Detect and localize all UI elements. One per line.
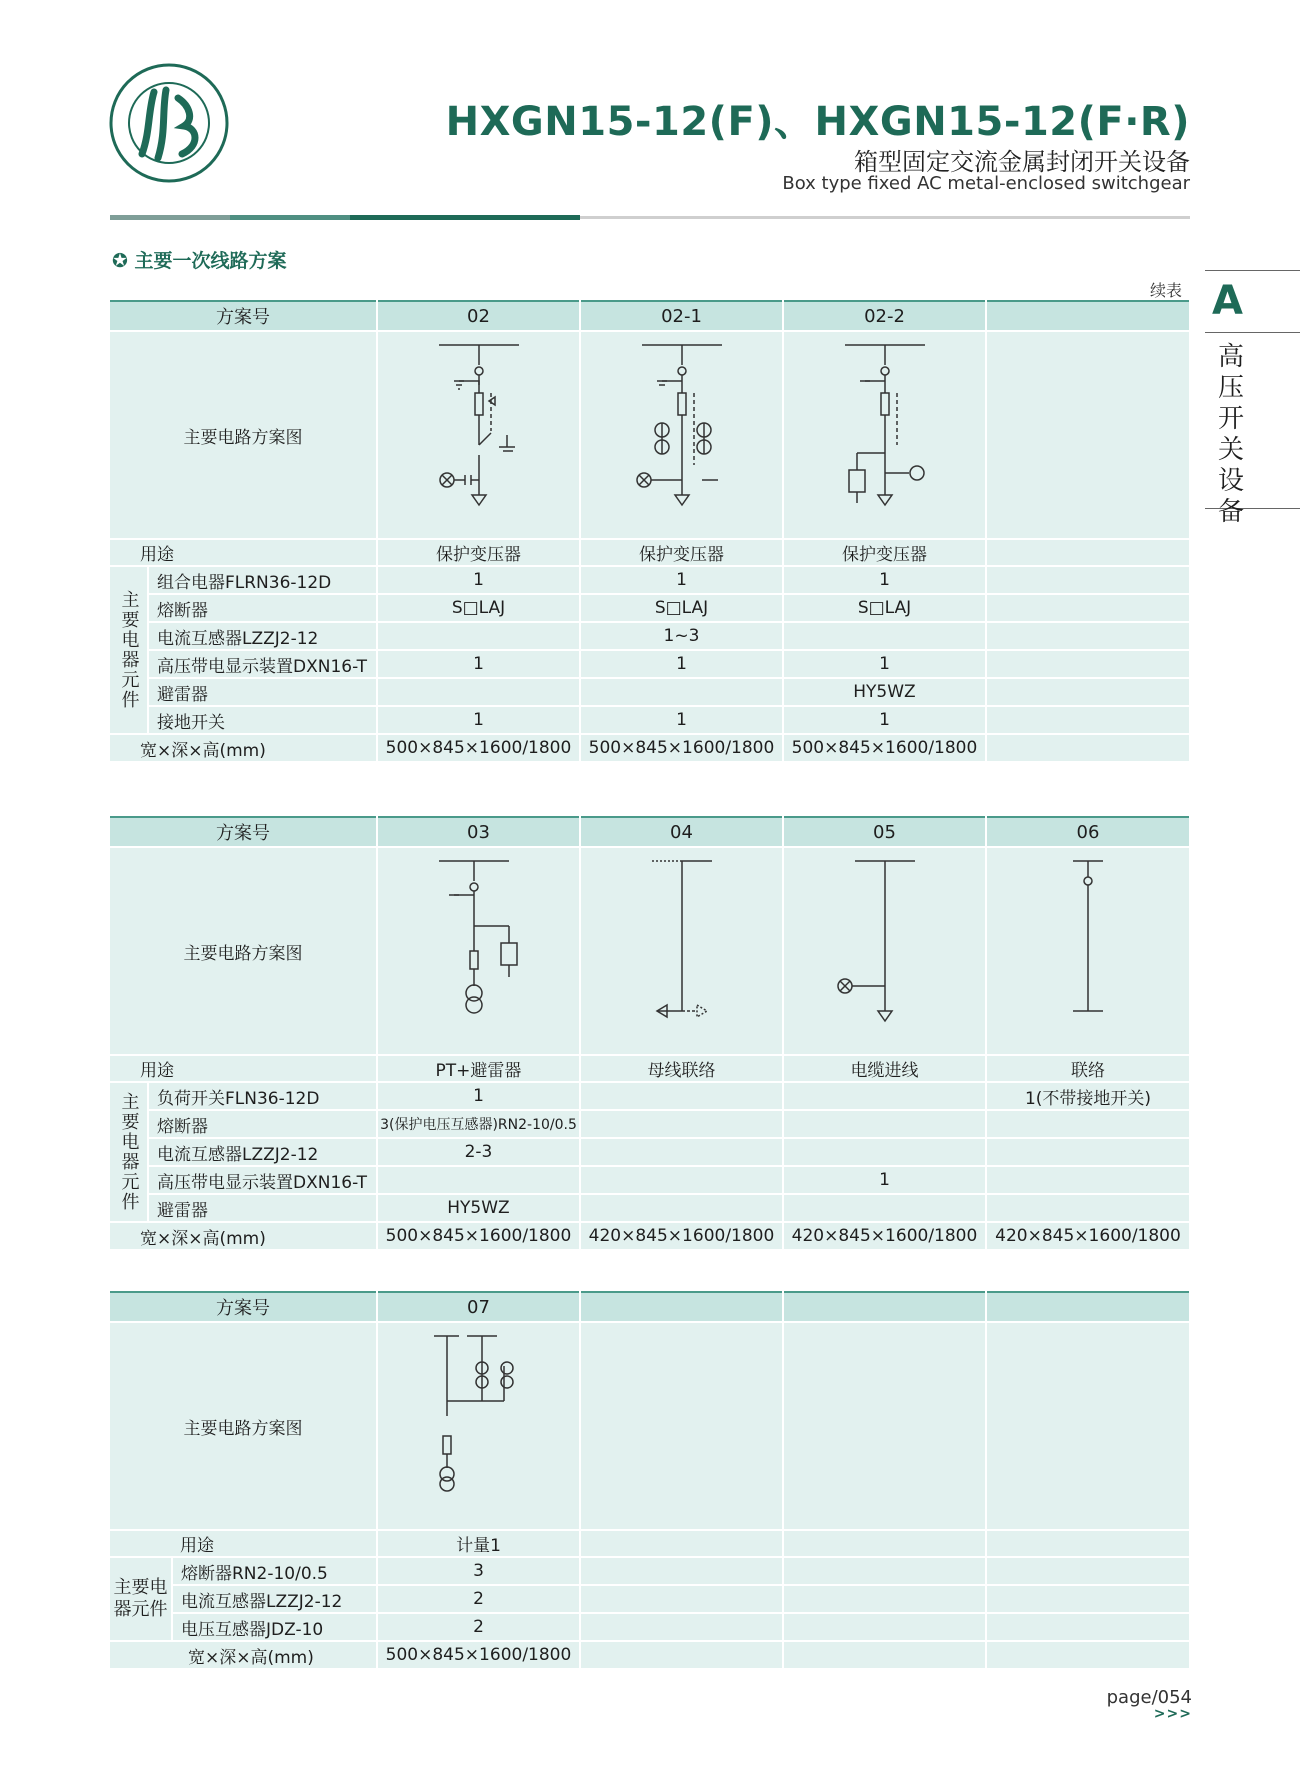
table-cell: 1(不带接地开关)	[986, 1082, 1190, 1110]
table-cell	[783, 1613, 986, 1641]
table-cell: 1	[377, 566, 580, 594]
table-cell	[783, 1082, 986, 1110]
subtitle-chinese: 箱型固定交流金属封闭开关设备	[854, 148, 1190, 176]
dimension-cell	[986, 1641, 1190, 1669]
diagram-label: 主要电路方案图	[110, 331, 377, 539]
table-cell	[377, 678, 580, 706]
scheme-05: 05	[783, 817, 986, 847]
table-cell	[580, 678, 783, 706]
page-title: HXGN15-12(F)、HXGN15-12(F·R)	[445, 99, 1190, 145]
usage-cell: PT+避雷器	[377, 1055, 580, 1082]
row-label: 避雷器	[148, 1194, 377, 1222]
component-group-label: 主要电器元件	[110, 1082, 148, 1222]
usage-cell: 保护变压器	[377, 539, 580, 566]
table-cell: 1	[377, 706, 580, 734]
row-label: 电流互感器LZZJ2-12	[172, 1585, 377, 1613]
table-cell: HY5WZ	[377, 1194, 580, 1222]
table-cell	[783, 1557, 986, 1585]
scheme-empty	[580, 1292, 783, 1322]
scheme-04: 04	[580, 817, 783, 847]
usage-label: 用途	[110, 539, 377, 566]
table-cell	[986, 1166, 1190, 1194]
table-cell: 1	[580, 566, 783, 594]
table-cell	[783, 1585, 986, 1613]
table-cell: 1	[580, 706, 783, 734]
scheme-empty	[986, 1292, 1190, 1322]
table-cell	[986, 1138, 1190, 1166]
usage-label: 用途	[110, 1055, 377, 1082]
table-cell	[580, 1585, 783, 1613]
table-cell: 2-3	[377, 1138, 580, 1166]
dimension-cell: 500×845×1600/1800	[377, 1641, 580, 1669]
table-cell: 3(保护电压互感器)RN2-10/0.5	[377, 1110, 580, 1138]
table-cell	[580, 1557, 783, 1585]
circuit-diagram-03	[377, 847, 580, 1055]
circuit-diagram-empty	[783, 1322, 986, 1530]
scheme-03: 03	[377, 817, 580, 847]
table-cell	[986, 1585, 1190, 1613]
row-label: 熔断器RN2-10/0.5	[172, 1557, 377, 1585]
table-cell: S□LAJ	[783, 594, 986, 622]
dimension-cell	[580, 1641, 783, 1669]
circuit-diagram-02-2	[783, 331, 986, 539]
scheme-empty	[986, 301, 1190, 331]
usage-cell: 联络	[986, 1055, 1190, 1082]
table-cell: 2	[377, 1613, 580, 1641]
table-cell	[986, 1110, 1190, 1138]
circuit-diagram-02-1	[580, 331, 783, 539]
dimension-label: 宽×深×高(mm)	[110, 1641, 377, 1669]
table-cell	[783, 1110, 986, 1138]
side-tab-letter: A	[1212, 278, 1243, 324]
row-label: 避雷器	[148, 678, 377, 706]
table-cell	[986, 622, 1190, 650]
circuit-diagram-empty	[580, 1322, 783, 1530]
row-label: 负荷开关FLN36-12D	[148, 1082, 377, 1110]
section-title: ✪ 主要一次线路方案	[112, 250, 287, 272]
dimension-cell: 500×845×1600/1800	[377, 1222, 580, 1250]
table-cell: 1	[783, 1166, 986, 1194]
usage-cell: 保护变压器	[783, 539, 986, 566]
side-tab-top-line	[1205, 270, 1300, 271]
usage-cell	[783, 1530, 986, 1557]
scheme-table-3	[110, 1291, 1191, 1670]
usage-label: 用途	[110, 1530, 377, 1557]
dimension-cell: 420×845×1600/1800	[986, 1222, 1190, 1250]
table-cell	[783, 1138, 986, 1166]
dimension-cell: 500×845×1600/1800	[580, 734, 783, 762]
side-tab-mid-line	[1205, 332, 1300, 333]
table-cell	[580, 1138, 783, 1166]
scheme-number-label: 方案号	[110, 1292, 377, 1322]
row-label: 熔断器	[148, 594, 377, 622]
component-group-label: 主要电器元件	[110, 566, 148, 734]
table-cell: 2	[377, 1585, 580, 1613]
table-cell: 1	[783, 566, 986, 594]
usage-cell: 保护变压器	[580, 539, 783, 566]
dimension-cell	[783, 1641, 986, 1669]
usage-cell	[986, 1530, 1190, 1557]
row-label: 电流互感器LZZJ2-12	[148, 1138, 377, 1166]
page-number: page/054	[1106, 1687, 1192, 1708]
star-badge-icon: ✪	[112, 250, 128, 272]
scheme-table-1	[110, 300, 1191, 763]
scheme-02-2: 02-2	[783, 301, 986, 331]
circuit-diagram-04	[580, 847, 783, 1055]
table-cell: 1	[377, 650, 580, 678]
diagram-label: 主要电路方案图	[110, 847, 377, 1055]
circuit-diagram-empty	[986, 1322, 1190, 1530]
side-tab-text: 高压开关设备	[1218, 342, 1245, 527]
circuit-diagram-02	[377, 331, 580, 539]
company-logo	[108, 62, 230, 184]
dimension-cell: 500×845×1600/1800	[377, 734, 580, 762]
row-label: 接地开关	[148, 706, 377, 734]
table-cell	[377, 622, 580, 650]
table-cell	[986, 1613, 1190, 1641]
table-cell: 1	[783, 650, 986, 678]
table-cell	[783, 622, 986, 650]
table-cell	[986, 1557, 1190, 1585]
table-cell: 3	[377, 1557, 580, 1585]
table-cell: S□LAJ	[377, 594, 580, 622]
table-cell	[580, 1082, 783, 1110]
table-cell	[986, 566, 1190, 594]
table-cell	[986, 678, 1190, 706]
header-rule	[110, 205, 1190, 210]
usage-cell	[986, 539, 1190, 566]
dimension-cell: 420×845×1600/1800	[783, 1222, 986, 1250]
circuit-diagram-06	[986, 847, 1190, 1055]
usage-cell: 计量1	[377, 1530, 580, 1557]
table-cell	[377, 1166, 580, 1194]
usage-cell: 母线联络	[580, 1055, 783, 1082]
scheme-07: 07	[377, 1292, 580, 1322]
table-cell	[986, 706, 1190, 734]
table-cell	[783, 1194, 986, 1222]
scheme-number-label: 方案号	[110, 301, 377, 331]
dimension-cell: 420×845×1600/1800	[580, 1222, 783, 1250]
scheme-empty	[783, 1292, 986, 1322]
scheme-06: 06	[986, 817, 1190, 847]
table-cell: 1	[580, 650, 783, 678]
scheme-02: 02	[377, 301, 580, 331]
dimension-cell: 500×845×1600/1800	[783, 734, 986, 762]
row-label: 组合电器FLRN36-12D	[148, 566, 377, 594]
table-cell: HY5WZ	[783, 678, 986, 706]
diagram-label: 主要电路方案图	[110, 1322, 377, 1530]
table-cell	[580, 1166, 783, 1194]
component-group-label: 主要电器元件	[110, 1557, 172, 1641]
scheme-02-1: 02-1	[580, 301, 783, 331]
page-arrows-icon: >>>	[1153, 1706, 1192, 1722]
table-cell	[580, 1194, 783, 1222]
row-label: 高压带电显示装置DXN16-T	[148, 650, 377, 678]
row-label: 高压带电显示装置DXN16-T	[148, 1166, 377, 1194]
table-cell: S□LAJ	[580, 594, 783, 622]
dimension-label: 宽×深×高(mm)	[110, 734, 377, 762]
circuit-diagram-07	[377, 1322, 580, 1530]
table-cell: 1	[377, 1082, 580, 1110]
row-label: 电流互感器LZZJ2-12	[148, 622, 377, 650]
table-cell: 1	[783, 706, 986, 734]
dimension-cell	[986, 734, 1190, 762]
circuit-diagram-empty	[986, 331, 1190, 539]
scheme-number-label: 方案号	[110, 817, 377, 847]
row-label: 熔断器	[148, 1110, 377, 1138]
table-cell	[986, 1194, 1190, 1222]
table-cell	[986, 594, 1190, 622]
table-cell	[580, 1110, 783, 1138]
table-cell: 1~3	[580, 622, 783, 650]
usage-cell: 电缆进线	[783, 1055, 986, 1082]
scheme-table-2	[110, 816, 1191, 1251]
row-label: 电压互感器JDZ-10	[172, 1613, 377, 1641]
table-cell	[580, 1613, 783, 1641]
continued-label: 续表	[1150, 281, 1183, 300]
circuit-diagram-05	[783, 847, 986, 1055]
table-cell	[986, 650, 1190, 678]
usage-cell	[580, 1530, 783, 1557]
dimension-label: 宽×深×高(mm)	[110, 1222, 377, 1250]
subtitle-english: Box type fixed AC metal-enclosed switchgear	[782, 173, 1190, 194]
